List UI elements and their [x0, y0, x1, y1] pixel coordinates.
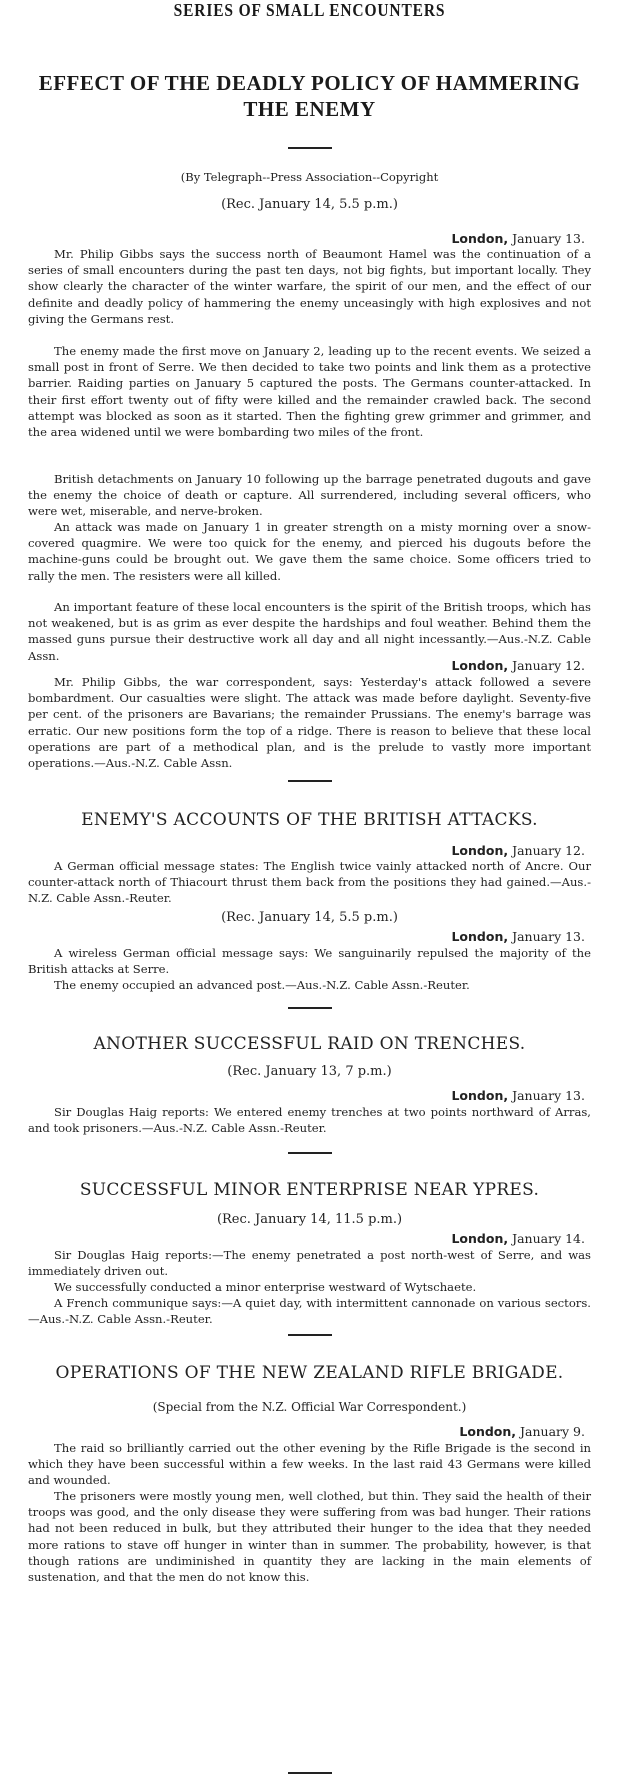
dateline-place: London, [451, 1231, 509, 1246]
section-heading: ANOTHER SUCCESSFUL RAID ON TRENCHES. [93, 1034, 526, 1054]
dateline-place: London, [451, 843, 509, 858]
article-paragraph: A wireless German official message says: We sanguinarily repulsed the majority of the British attacks at Serre. [28, 946, 591, 977]
dateline-place: London, [451, 658, 509, 673]
dateline-place: London, [459, 1424, 517, 1439]
dateline-day: January 9. [520, 1424, 585, 1439]
article-paragraph: A German official message states: The English twice vainly attacked north of Ancre. Our counter-attack north of Thiacourt thrust them back from the positions they had gained.—Aus.-N.Z. Cable Assn.-Reuter. [28, 859, 591, 906]
article-paragraph: Sir Douglas Haig reports: We entered enemy trenches at two points northward of Arras, and took prisoners.—Aus.-N.Z. Cable Assn.-Reuter. [28, 1105, 591, 1136]
article-paragraph: Mr. Philip Gibbs says the success north of Beaumont Hamel was the continuation of a series of small encounters during the past ten days, not big fights, but important locally. They show clearly the character of the winter warfare, the spirit of our men, and the effect of our definite and deadly policy of hammering the enemy unceasingly with high explosives and not giving the Germans rest. [28, 247, 591, 326]
divider [288, 1772, 332, 1774]
article-paragraph: Mr. Philip Gibbs, the war correspondent, says: Yesterday's attack followed a severe bombardment. Our casualties were slight. The attack was made before daylight. Seventy-five per cent. of the prisoners are Bavarians; the remainder Prussians. The enemy's barrage was erratic. Our new positions form the top of a ridge. There is reason to believe that these local operations are part of a methodical plan, and is the prelude to vastly more important operations.—Aus.-N.Z. Cable Assn. [28, 675, 591, 771]
divider [288, 1152, 332, 1154]
dateline-day: January 12. [512, 843, 585, 858]
dateline [451, 843, 585, 858]
article-paragraph: The raid so brilliantly carried out the other evening by the Rifle Brigade is the second in which they have been successful within a few weeks. In the last raid 43 Germans were killed and wounded. [28, 1441, 591, 1488]
article-paragraph: The enemy occupied an advanced post.—Aus.-N.Z. Cable Assn.-Reuter. [54, 978, 470, 992]
dateline-day: January 13. [512, 1088, 585, 1103]
special-note: (Special from the N.Z. Official War Correspondent.) [152, 1400, 467, 1414]
byline: (By Telegraph--Press Association--Copyright [180, 170, 439, 184]
divider [288, 1334, 332, 1336]
article-paragraph: An attack was made on January 1 in greater strength on a misty morning over a snow-covered quagmire. We were too quick for the enemy, and pierced his dugouts before the machine-guns could be brought out. We gave them the same choice. Some officers tried to rally the men. The resisters were all killed. [28, 520, 591, 583]
dateline-place: London, [451, 1088, 509, 1103]
received-note: (Rec. January 14, 5.5 p.m.) [221, 910, 398, 925]
dateline [451, 658, 585, 673]
divider [288, 780, 332, 782]
dateline [451, 1231, 585, 1246]
main-headline: EFFECT OF THE DEADLY POLICY OF HAMMERING THE ENEMY [38, 71, 581, 121]
divider [288, 1007, 332, 1009]
article-paragraph: A French communique says:—A quiet day, with intermittent cannonade on various sectors.—Aus.-N.Z. Cable Assn.-Reuter. [28, 1296, 591, 1327]
article-paragraph: An important feature of these local encounters is the spirit of the British troops, which has not weakened, but is as grim as ever despite the hardships and foul weather. Behind them the massed guns pursue their destructive work all day and all night incessantly.—Aus.-N.Z. Cable Assn. [28, 600, 591, 663]
dateline [451, 231, 585, 246]
dateline [459, 1424, 585, 1439]
section-heading: SUCCESSFUL MINOR ENTERPRISE NEAR YPRES. [79, 1180, 540, 1200]
divider [288, 147, 332, 149]
section-heading: OPERATIONS OF THE NEW ZEALAND RIFLE BRIGADE. [55, 1363, 564, 1383]
dateline-day: January 14. [512, 1231, 585, 1246]
dateline [451, 929, 585, 944]
dateline-day: January 13. [512, 231, 585, 246]
article-paragraph: The enemy made the first move on January 2, leading up to the recent events. We seized a small post in front of Serre. We then decided to take two points and link them as a protective barrier. Raiding parties on January 5 captured the posts. The Germans counter-attacked. In their first effort twenty out of fifty were killed and the remainder crawled back. The second attempt was blocked as soon as it started. Then the fighting grew grimmer and grimmer, and the area widened until we were bombarding two miles of the front. [28, 344, 591, 440]
article-paragraph: Sir Douglas Haig reports:—The enemy penetrated a post north-west of Serre, and was immediately driven out. [28, 1248, 591, 1279]
article-paragraph: We successfully conducted a minor enterprise westward of Wytschaete. [54, 1280, 477, 1294]
dateline-place: London, [451, 231, 509, 246]
received-note: (Rec. January 14, 11.5 p.m.) [216, 1212, 403, 1227]
dateline-day: January 13. [512, 929, 585, 944]
section-heading: ENEMY'S ACCOUNTS OF THE BRITISH ATTACKS. [81, 810, 538, 830]
received-note: (Rec. January 13, 7 p.m.) [227, 1064, 392, 1079]
page-title: SERIES OF SMALL ENCOUNTERS [173, 0, 446, 20]
dateline [451, 1088, 585, 1103]
article-paragraph: The prisoners were mostly young men, well clothed, but thin. They said the health of their troops was good, and the only disease they were suffering from was bad hunger. Their rations had not been reduced in bulk, but they attributed their hunger to the idea that they needed more rations to stave off hunger in winter than in summer. The probability, however, is that though rations are undiminished in quantity they are lacking in the main elements of sustenation, and that the men do not know this. [28, 1489, 591, 1585]
received-note: (Rec. January 14, 5.5 p.m.) [221, 197, 398, 212]
article-paragraph: British detachments on January 10 following up the barrage penetrated dugouts and gave the enemy the choice of death or capture. All surrendered, including several officers, who were wet, miserable, and nerve-broken. [28, 472, 591, 519]
dateline-place: London, [451, 929, 509, 944]
dateline-day: January 12. [512, 658, 585, 673]
